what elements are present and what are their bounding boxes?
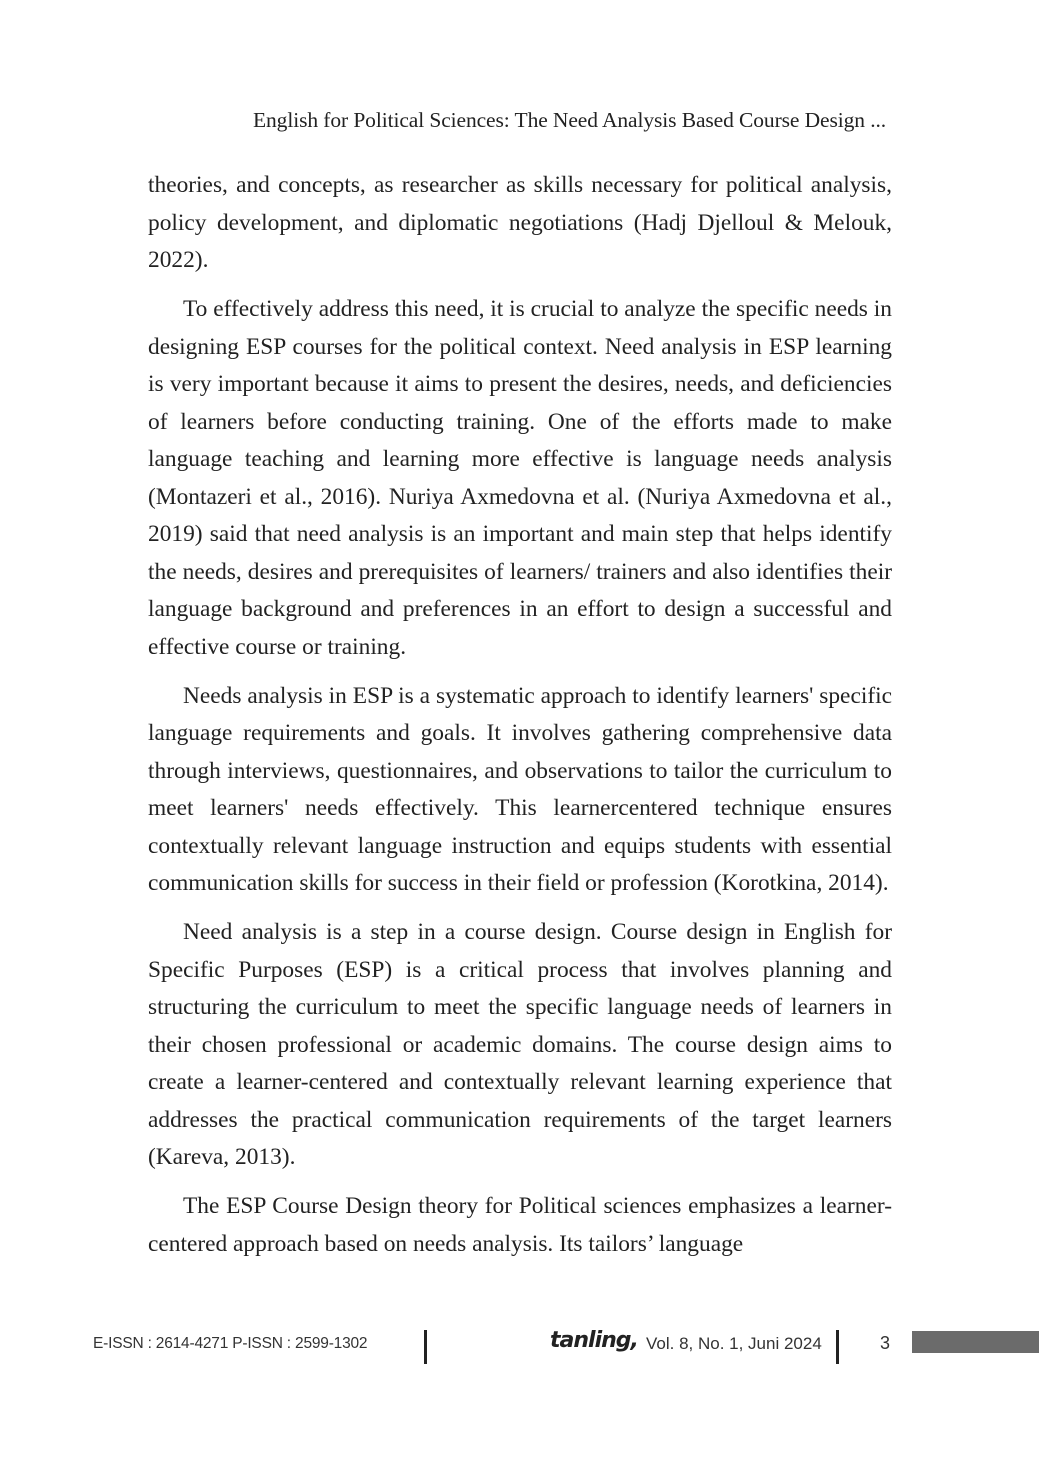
page-footer	[0, 1326, 1039, 1366]
issn-text: E-ISSN : 2614-4271 P-ISSN : 2599-1302	[93, 1335, 368, 1352]
journal-logo: tanling,	[550, 1328, 638, 1353]
paragraph-5: The ESP Course Design theory for Political sciences emphasizes a learner-centered approach based on needs analysis. Its tailors’ language	[148, 1193, 892, 1257]
footer-accent-bar	[912, 1331, 1039, 1353]
paragraph-4: Need analysis is a step in a course design. Course design in English for Specific Purposes (ESP) is a critical process that involves planning and structuring the curriculum to meet the specific language needs of learners in their chosen professional or academic domains. The course design aims to create a learner-centered and contextually relevant learning experience that addresses the practical communication requirements of the target learners (Kareva, 2013).	[148, 919, 892, 1170]
footer-divider-right	[836, 1330, 839, 1364]
running-header: English for Political Sciences: The Need Analysis Based Course Design ...	[253, 108, 887, 132]
footer-divider-left	[424, 1330, 427, 1364]
paragraph-1: theories, and concepts, as researcher as skills necessary for political analysis, policy development, and diplomatic negotiations (Hadj Djelloul & Melouk, 2022).	[148, 172, 892, 273]
paragraph-2: To effectively address this need, it is crucial to analyze the specific needs in designing ESP courses for the political context. Need analysis in ESP learning is very important because it aims to present the desires, needs, and deficiencies of learners before conducting training. One of the efforts made to make language teaching and learning more effective is language needs analysis (Montazeri et al., 2016). Nuriya Axmedovna et al. (Nuriya Axmedovna et al., 2019) said that need analysis is an important and main step that helps identify the needs, desires and prerequisites of learners/ trainers and also identifies their language background and preferences in an effort to design a successful and effective course or training.	[148, 296, 892, 660]
page-number: 3	[880, 1333, 891, 1353]
volume-info: Vol. 8, No. 1, Juni 2024	[646, 1334, 822, 1353]
paragraph-3: Needs analysis in ESP is a systematic approach to identify learners' specific language requirements and goals. It involves gathering comprehensive data through interviews, questionnaires, and observations to tailor the curriculum to meet learners' needs effectively. This learnercentered technique ensures contextually relevant language instruction and equips students with essential communication skills for success in their field or profession (Korotkina, 2014).	[148, 682, 892, 896]
article-body	[148, 167, 892, 1275]
